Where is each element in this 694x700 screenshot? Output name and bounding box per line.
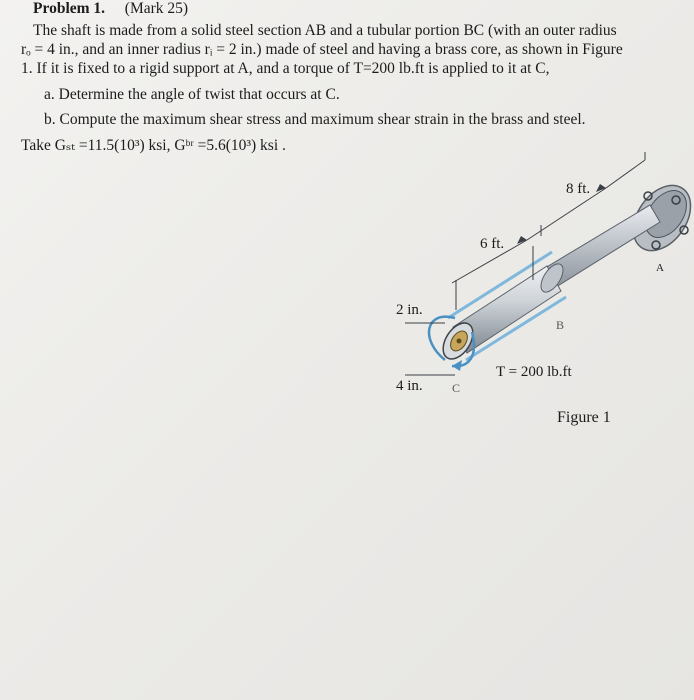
material-constants: Take Gₛₜ =11.5(10³) ksi, Gᵇʳ =5.6(10³) ksi . <box>21 137 286 154</box>
dimension-8ft: 8 ft. <box>566 181 591 197</box>
label-c: C <box>452 381 461 395</box>
dimension-2in: 2 in. <box>396 302 423 318</box>
dimension-lines <box>405 152 645 375</box>
problem-heading: Problem 1. <box>33 0 106 17</box>
part-b-question: b. Compute the maximum shear stress and maximum shear strain in the brass and steel. <box>44 111 586 128</box>
dimension-4in: 4 in. <box>396 378 423 394</box>
label-b: B <box>556 318 565 332</box>
problem-text-line-3: rₒ = 4 in., and an inner radius rᵢ = 2 in.) made of steel and having a brass core, as shown in Figure <box>21 41 623 58</box>
torque-label: T = 200 lb.ft <box>496 364 572 380</box>
dimension-6ft: 6 ft. <box>480 236 505 252</box>
problem-text-line-4: 1. If it is fixed to a rigid support at A, and a torque of T=200 lb.ft is applied to it at C, <box>21 60 550 77</box>
figure-caption: Figure 1 <box>557 409 611 426</box>
problem-text-line-2: The shaft is made from a solid steel section AB and a tubular portion BC (with an outer radius <box>33 22 617 39</box>
part-a-question: a. Determine the angle of twist that occurs at C. <box>44 86 340 103</box>
problem-marks: (Mark 25) <box>124 0 189 17</box>
dim-arrows <box>517 184 606 244</box>
label-a: A <box>656 262 664 274</box>
